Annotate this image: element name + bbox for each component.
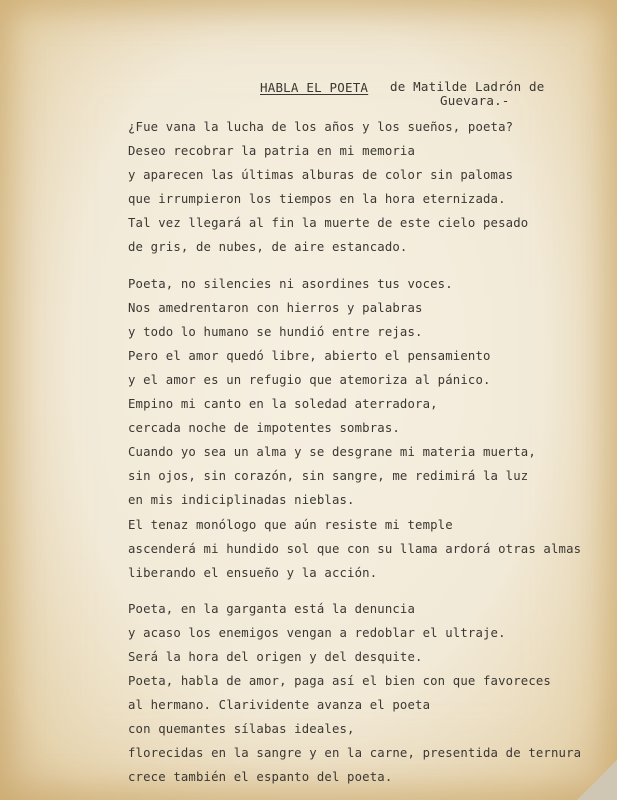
author-line-2: Guevara.- bbox=[440, 93, 510, 108]
stanza-2 bbox=[128, 272, 588, 585]
poem-line: Deseo recobrar la patria en mi memoria bbox=[128, 144, 416, 159]
poem-line: Nos amedrentaron con hierros y palabras bbox=[128, 300, 423, 315]
author-line-1: de Matilde Ladrón de bbox=[390, 79, 545, 94]
poem-line: Será la hora del origen y del desquite. bbox=[128, 649, 423, 664]
poem-line: ascenderá mi hundido sol que con su llama ardorá otras almas bbox=[128, 541, 582, 556]
poem-body bbox=[128, 115, 588, 790]
poem-line: que irrumpieron los tiempos en la hora eternizada. bbox=[128, 192, 506, 207]
stanza-1 bbox=[128, 115, 588, 260]
poem-line: crece también el espanto del poeta. bbox=[128, 770, 393, 785]
header bbox=[0, 80, 617, 116]
poem-line: y acaso los enemigos vengan a redoblar el ultraje. bbox=[128, 625, 506, 640]
stanza-3 bbox=[128, 597, 588, 790]
poem-line: Pero el amor quedó libre, abierto el pensamiento bbox=[128, 348, 491, 363]
poem-line: florecidas en la sangre y en la carne, presentida de ternura bbox=[128, 746, 582, 761]
poem-line: El tenaz monólogo que aún resiste mi temple bbox=[128, 517, 453, 532]
poem-line: y el amor es un refugio que atemoriza al pánico. bbox=[128, 372, 491, 387]
poem-line: Poeta, habla de amor, paga así el bien con que favoreces bbox=[128, 674, 551, 689]
poem-line: cercada noche de impotentes sombras. bbox=[128, 421, 400, 436]
poem-line: al hermano. Clarividente avanza el poeta bbox=[128, 698, 431, 713]
poem-line: en mis indiciplinadas nieblas. bbox=[128, 493, 355, 508]
poem-line: Cuando yo sea un alma y se desgrane mi materia muerta, bbox=[128, 445, 536, 460]
poem-line: ¿Fue vana la lucha de los años y los sueños, poeta? bbox=[128, 120, 514, 134]
poem-line: de gris, de nubes, de aire estancado. bbox=[128, 240, 408, 255]
poem-line: liberando el ensueño y la acción. bbox=[128, 565, 378, 580]
poem-line: y aparecen las últimas alburas de color sin palomas bbox=[128, 168, 514, 183]
poem-line: Poeta, no silencies ni asordines tus voces. bbox=[128, 276, 453, 291]
poem-title: HABLA EL POETA bbox=[260, 80, 369, 95]
poem-line: y todo lo humano se hundió entre rejas. bbox=[128, 324, 423, 339]
poem-line: Poeta, en la garganta está la denuncia bbox=[128, 601, 416, 616]
poem-line: sin ojos, sin corazón, sin sangre, me redimirá la luz bbox=[128, 469, 529, 484]
poem-line: Tal vez llegará al fin la muerte de este cielo pesado bbox=[128, 216, 529, 231]
poem-line: con quemantes sílabas ideales, bbox=[128, 722, 355, 737]
poem-line: Empino mi canto en la soledad aterradora, bbox=[128, 397, 438, 412]
author-credit bbox=[390, 80, 550, 108]
